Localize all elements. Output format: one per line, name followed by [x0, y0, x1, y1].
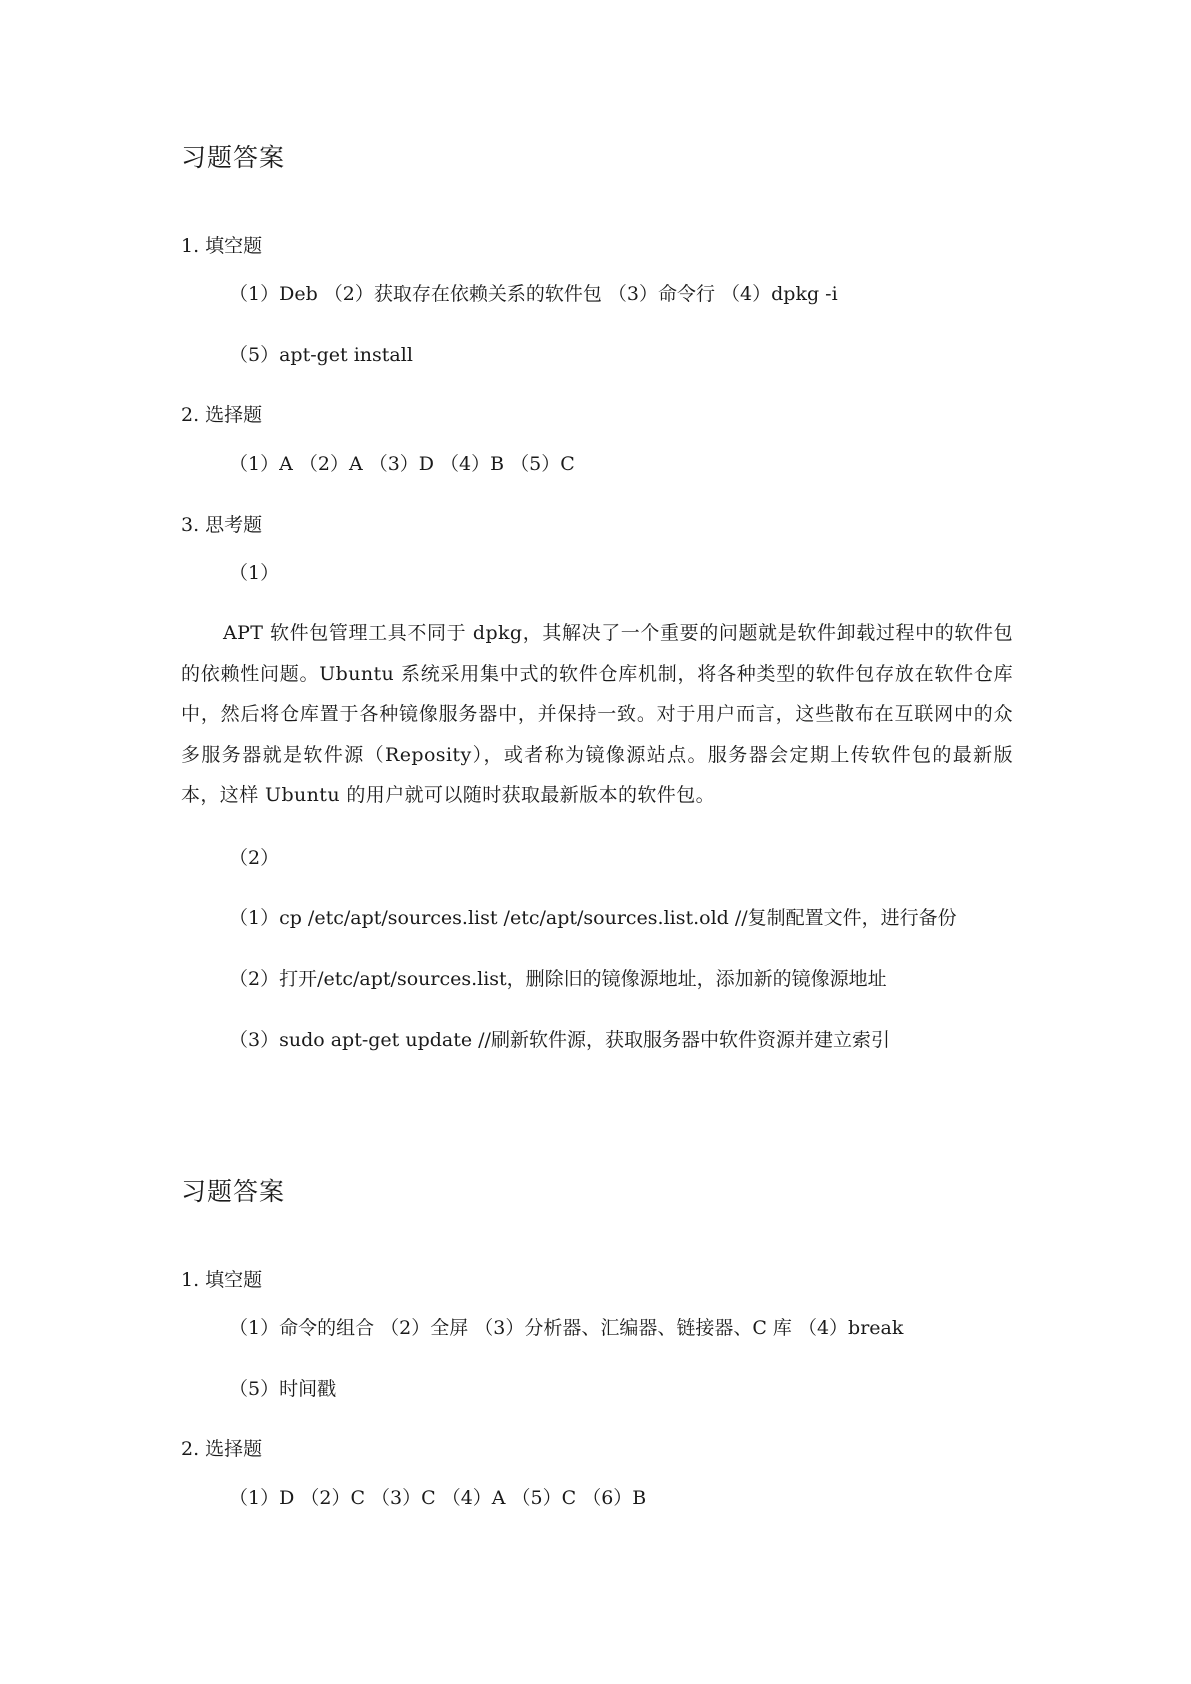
section-title: 习题答案: [181, 1177, 286, 1206]
fill-in-answer-line-2: （5）时间戳: [229, 1378, 337, 1400]
fill-in-answer-line-1: （1）命令的组合 （2）全屏 （3）分析器、汇编器、链接器、C 库 （4）break: [229, 1317, 904, 1339]
question-2-label: （2）: [229, 847, 280, 869]
multiple-choice-answers: （1）D （2）C （3）C （4）A （5）C （6）B: [229, 1487, 647, 1509]
question-2-step-3: （3）sudo apt-get update //刷新软件源，获取服务器中软件资源并建立索引: [229, 1029, 890, 1051]
question-2-step-2: （2）打开/etc/apt/sources.list，删除旧的镜像源地址，添加新的镜像源地址: [229, 968, 887, 990]
multiple-choice-answers: （1）A （2）A （3）D （4）B （5）C: [229, 453, 575, 475]
fill-in-answer-line-1: （1）Deb （2）获取存在依赖关系的软件包 （3）命令行 （4）dpkg -i: [229, 283, 838, 305]
section-title: 习题答案: [181, 143, 286, 172]
thinking-questions-heading: 3. 思考题: [181, 514, 263, 536]
question-1-answer-paragraph: APT 软件包管理工具不同于 dpkg，其解决了一个重要的问题就是软件卸载过程中的软件包的依赖性问题。Ubuntu 系统采用集中式的软件仓库机制，将各种类型的软件包存放在软件仓库中，然后将仓库置于各种镜像服务器中，并保持一致。对于用户而言，这些散布在互联网中的众多服务器就是软件源（Reposity），或者称为镜像源站点。服务器会定期上传软件包的最新版本，这样 Ubuntu 的用户就可以随时获取最新版本的软件包。: [181, 622, 1013, 806]
fill-in-heading: 1. 填空题: [181, 1269, 263, 1291]
question-1-label: （1）: [229, 562, 280, 584]
multiple-choice-heading: 2. 选择题: [181, 404, 263, 426]
fill-in-answer-line-2: （5）apt-get install: [229, 344, 413, 366]
question-2-step-1: （1）cp /etc/apt/sources.list /etc/apt/sources.list.old //复制配置文件，进行备份: [229, 907, 957, 929]
multiple-choice-heading: 2. 选择题: [181, 1438, 263, 1460]
fill-in-heading: 1. 填空题: [181, 235, 263, 257]
